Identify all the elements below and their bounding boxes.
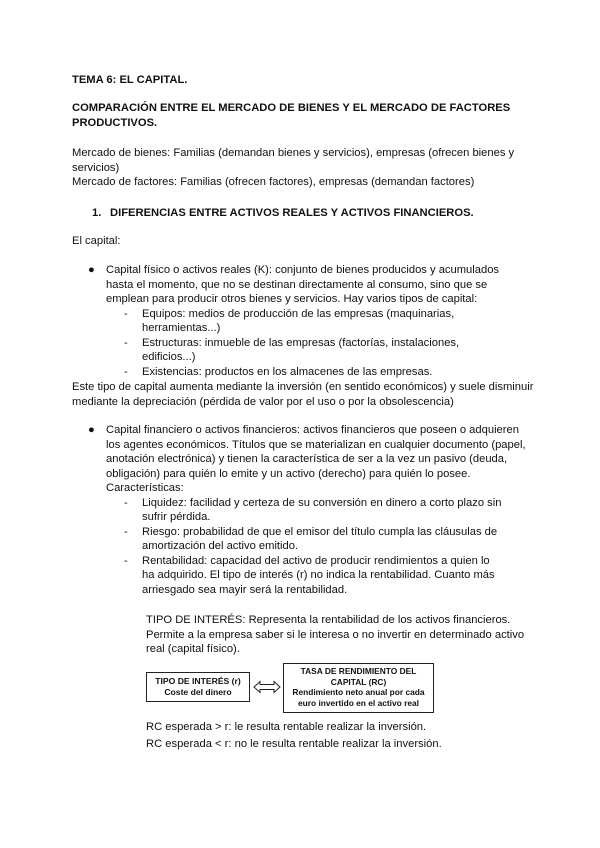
- capital-fisico-item: [88, 263, 506, 379]
- tasa-rendimiento-box: [283, 663, 434, 713]
- capital-fisico-text: Capital físico o activos reales (K): conjunto de bienes producidos y acumulados hasta el momento, que no se destinan directamente al consumo, sino que se emplean para producir otros bienes y servicios. Hay varios tipos de capital:: [106, 264, 500, 305]
- tipo-interes-box-title: TIPO DE INTERÉS (r): [155, 676, 241, 686]
- tipo-interes-text: TIPO DE INTERÉS: Representa la rentabilidad de los activos financieros. Permite a la empresa saber si le interesa o no invertir en determinado activo real (capital físico).: [146, 614, 525, 655]
- rc-mayor-text: RC esperada > r: le resulta rentable realizar la inversión.: [146, 721, 427, 733]
- dash-icon: -: [124, 525, 128, 538]
- section-1-number: 1.: [92, 207, 102, 219]
- capital-financiero-item: [88, 423, 531, 597]
- list-item: - Riesgo: probabilidad de que el emisor del título cumpla las cláusulas de amortización del activo emitido.: [124, 525, 498, 552]
- section-1-title: DIFERENCIAS ENTRE ACTIVOS REALES Y ACTIVOS FINANCIEROS.: [110, 207, 474, 219]
- page-title: TEMA 6: EL CAPITAL.: [72, 74, 188, 86]
- tasa-rendimiento-title-1: TASA DE RENDIMIENTO DEL: [300, 666, 417, 676]
- dash-icon: -: [124, 496, 128, 509]
- caracteristicas-list: [124, 496, 504, 598]
- tipo-interes-box: [146, 672, 250, 702]
- dash-icon: -: [124, 336, 128, 349]
- list-item: - Rentabilidad: capacidad del activo de producir rendimientos a quien lo ha adquirido. El tipo de interés (r) no indica la rentabilidad. Cuanto más arriesgado sea mayir será la rentabilidad.: [124, 554, 495, 596]
- capital-label: El capital:: [72, 235, 121, 247]
- tasa-rendimiento-title-2: CAPITAL (RC): [330, 676, 387, 687]
- dash-icon: -: [124, 307, 128, 320]
- market-bienes-text: Mercado de bienes: Familias (demandan bienes y servicios), empresas (ofrecen bienes y servicios): [72, 147, 515, 174]
- bullet-icon: ●: [88, 424, 95, 436]
- double-arrow-icon: [253, 680, 281, 694]
- tipo-interes-box-sub: Coste del dinero: [164, 687, 232, 697]
- list-item: - Existencias: productos en los almacenes de las empresas.: [124, 365, 433, 378]
- capital-financiero-list: [88, 423, 531, 597]
- list-item: - Equipos: medios de producción de las empresas (maquinarias, herramientas...): [124, 307, 455, 334]
- tasa-rendimiento-sub-1: Rendimiento neto anual por cada: [292, 687, 425, 697]
- bullet-icon: ●: [88, 264, 95, 276]
- section-subtitle: COMPARACIÓN ENTRE EL MERCADO DE BIENES Y EL MERCADO DE FACTORES PRODUCTIVOS.: [72, 102, 511, 129]
- dash-icon: -: [124, 554, 128, 567]
- interest-rate-diagram: [146, 660, 436, 716]
- tasa-rendimiento-sub-2: euro invertido en el activo real: [297, 697, 419, 708]
- rc-menor-text: RC esperada < r: no le resulta rentable realizar la inversión.: [146, 738, 442, 750]
- list-item: - Estructuras: inmueble de las empresas (factorías, instalaciones, edificios...): [124, 336, 460, 363]
- market-factores-text: Mercado de factores: Familias (ofrecen factores), empresas (demandan factores): [72, 176, 475, 188]
- caracteristicas-label: Características:: [106, 482, 184, 494]
- capital-financiero-text: Capital financiero o activos financieros: activos financieros que poseen o adquieren los agentes económicos. Títulos que se materializan en cualquier documento (papel, anotación electrónica) y tienen la característica de ser a la vez un pasivo (deuda, obligación) para quién lo emite y un activo (derecho) para quién lo posee.: [106, 424, 526, 480]
- dash-icon: -: [124, 365, 128, 378]
- capital-fisico-types: [124, 307, 492, 380]
- inversion-paragraph: Este tipo de capital aumenta mediante la inversión (en sentido económicos) y suele disminuir mediante la depreciación (pérdida de valor por el uso o por la obsolescencia): [72, 381, 534, 408]
- section-1-heading: [92, 206, 474, 221]
- capital-fisico-list: [88, 263, 506, 379]
- list-item: - Liquidez: facilidad y certeza de su conversión en dinero a corto plazo sin sufrir pérdida.: [124, 496, 502, 523]
